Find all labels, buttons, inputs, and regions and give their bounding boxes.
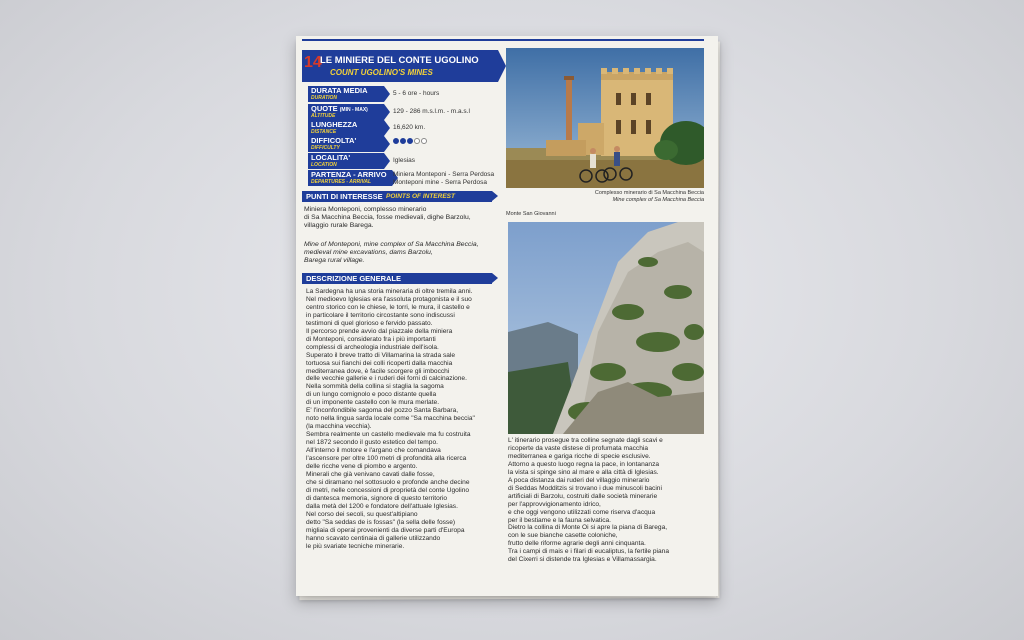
location-value: Iglesias xyxy=(393,157,416,164)
distance-value: 16,620 km. xyxy=(393,124,426,131)
top-photo-caption-it: Complesso minerario di Sa Macchina Beccia xyxy=(594,190,704,196)
difficulty-dot-empty xyxy=(414,138,420,144)
mountain-photo xyxy=(508,222,704,434)
page-title: LE MINIERE DEL CONTE UGOLINO xyxy=(320,55,479,66)
start-end-value: Miniera Monteponi - Serra Perdosa Monteponi mine - Serra Perdosa xyxy=(393,171,495,186)
difficulty-rating xyxy=(393,138,427,144)
difficulty-dot-filled xyxy=(393,138,399,144)
altitude-value: 129 - 286 m.s.l.m. - m.a.s.l xyxy=(393,108,470,115)
points-of-interest-header: PUNTI DI INTERESSE POINTS OF INTEREST xyxy=(302,191,492,202)
distance-label: LUNGHEZZA DISTANCE xyxy=(308,120,384,136)
difficulty-label: DIFFICOLTA' DIFFICULTY xyxy=(308,136,384,152)
castle-photo xyxy=(506,48,704,188)
start-end-label: PARTENZA - ARRIVO DEPARTURES - ARRIVAL xyxy=(308,170,392,186)
points-text-en: Mine of Monteponi, mine complex of Sa Macchina Beccia, medieval mine excavations, dams Barzolu, Barega rural village. xyxy=(304,241,479,265)
description-text: La Sardegna ha una storia mineraria di oltre tremila anni. Nel medioevo Iglesias era l'assoluta protagonista e il suo centro storico con le chiese, le torri, le mura, il castello e in particolare il territorio circostante sono indiscussi testimoni di quel glorioso e fervido passato. Il percorso prende avvio dal piazzale della miniera di Monteponi, considerato fra i più importanti complessi di archeologia industriale dell'isola. Superato il breve tratto di Villamarina la strada sale tortuosa sui fianchi dei colli ricoperti dalla macchia mediterranea dove, è facile scorgere gli imbocchi delle vecchie gallerie e i ruderi dei forni di calcinazione. Nella sommità della collina si staglia la sagoma di un lungo comignolo e poco distante quella di un imponente castello con le mura merlate. E' l'inconfondibile sagoma del pozzo Santa Barbara, noto nella lingua sarda locale come "Sa macchina beccia" (la macchina vecchia). Sembra realmente un castello medievale ma fu costruita nel 1872 secondo il gusto estetico del tempo. All'interno il motore e l'argano che comandava l'ascensore per oltre 100 metri di profondità alla ricerca delle ricche vene di piombo e argento. Minerali che già venivano cavati dalle fosse, che si diramano nel sottosuolo e profonde anche decine di metri, nelle concessioni di proprietà del conte Ugolino di dantesca memoria, signore di questo territorio dalla metà del 1200 e fondatore dell'attuale Iglesias. Nel corso dei secoli, su quest'altipiano detto "Sa seddas de is fossas" (la sella delle fosse) migliaia di operai provenienti da diverse parti d'Europa hanno scavato centinaia di gallerie utilizzando le più svariate tecniche minerarie. xyxy=(306,288,475,550)
title-banner xyxy=(302,50,498,82)
route-number: 14 xyxy=(304,54,322,71)
difficulty-dot-filled xyxy=(407,138,413,144)
duration-value: 5 - 6 ore - hours xyxy=(393,90,440,97)
difficulty-dot-empty xyxy=(421,138,427,144)
description-text-continued: L' itinerario prosegue tra colline segnate dagli scavi e ricoperte da vaste distese di profumata macchia mediterranea e gariga ricche di specie esclusive. Attorno a questo luogo regna la pace, in lontananza la vista si spinge sino al mare e alla città di Iglesias. A poca distanza dai ruderi del villaggio minerario di Seddas Modditzis si trovano i due minuscoli bacini artificiali di Barzolu, costruiti dalle società minerarie per l'approvvigionamento idrico, e che oggi vengono utilizzati come riserva d'acqua per il bestiame e la fauna selvatica. Dietro la collina di Monte Oi si apre la piana di Barega, con le sue bianche casette coloniche, frutto delle riforme agrarie degli anni cinquanta. Tra i campi di mais e i filari di eucaliptus, la fertile piana del Cixerri si distende tra Iglesias e Villamassargia. xyxy=(508,437,670,564)
points-text-it: Miniera Monteponi, complesso minerario di Sa Macchina Beccia, fosse medievali, dighe Barzolu, villaggio rurale Barega. xyxy=(304,206,471,230)
brochure-page xyxy=(296,36,718,596)
top-rule xyxy=(302,39,704,41)
location-label: LOCALITA' LOCATION xyxy=(308,153,384,169)
top-photo-caption-en: Mine complex of Sa Macchina Beccia xyxy=(612,197,704,203)
description-header: DESCRIZIONE GENERALE xyxy=(302,273,492,284)
bottom-photo-label: Monte San Giovanni xyxy=(506,211,556,217)
difficulty-dot-filled xyxy=(400,138,406,144)
altitude-label: QUOTE (MIN - MAX) ALTITUDE xyxy=(308,104,384,120)
title-banner-arrow xyxy=(498,50,506,82)
duration-label: DURATA MEDIA DURATION xyxy=(308,86,384,102)
page-subtitle: COUNT UGOLINO'S MINES xyxy=(330,68,433,77)
